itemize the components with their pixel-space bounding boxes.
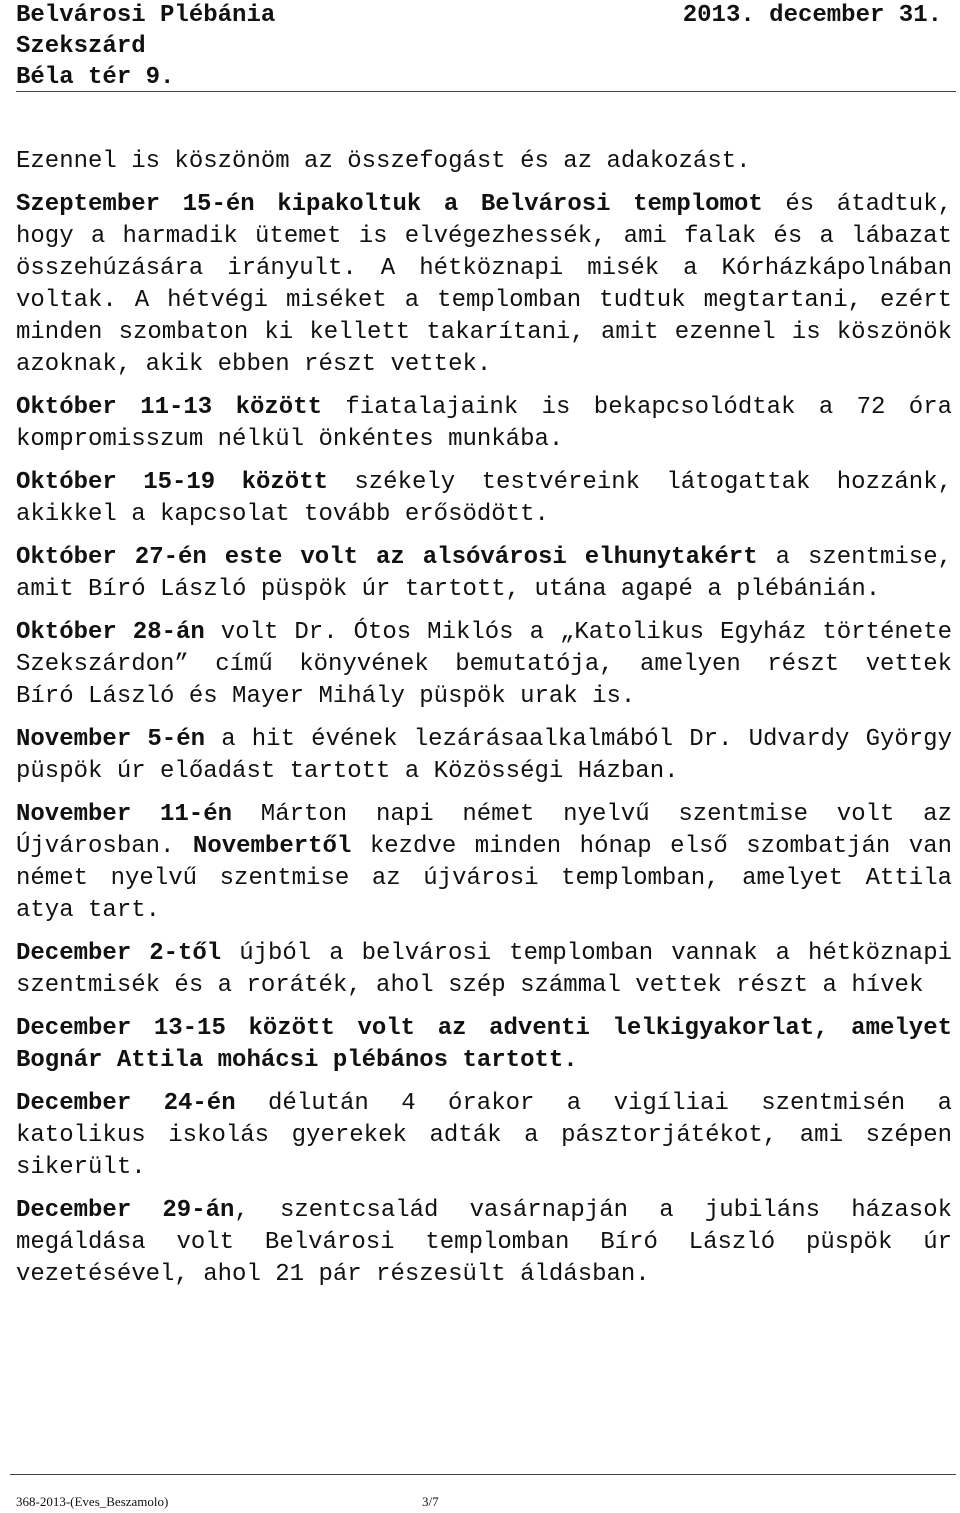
parish-address: Béla tér 9. <box>16 64 175 91</box>
paragraph-december-13: December 13-15 között volt az adventi lelkigyakorlat, amelyet Bognár Attila mohácsi plébános tartott. <box>16 1015 952 1074</box>
paragraph-december-2: December 2-től újból a belvárosi templomban vannak a hétköznapi szentmisék és a roráték, ahol szép számmal vettek részt a hívek <box>16 940 952 999</box>
parish-city: Szekszárd <box>16 33 146 60</box>
paragraph-thanks: Ezennel is köszönöm az összefogást és az adakozást. <box>16 148 751 175</box>
page-number: 3/7 <box>422 1494 439 1509</box>
paragraph-october-15: Október 15-19 között székely testvéreink látogattak hozzánk, akikkel a kapcsolat tovább erősödött. <box>16 469 952 528</box>
paragraph-november-5: November 5-én a hit évének lezárásaalkalmából Dr. Udvardy György püspök úr előadást tartott a Közösségi Házban. <box>16 726 952 785</box>
paragraph-october-27: Október 27-én este volt az alsóvárosi elhunytakért a szentmise, amit Bíró László püspök úr tartott, utána agapé a plébánián. <box>16 544 952 603</box>
paragraph-october-28: Október 28-án volt Dr. Ótos Miklós a „Katolikus Egyház története Szekszárdon” című könyvének bemutatója, amelyen részt vettek Bíró László és Mayer Mihály püspök urak is. <box>16 619 952 710</box>
parish-name: Belvárosi Plébánia <box>16 2 276 29</box>
paragraph-september: Szeptember 15-én kipakoltuk a Belvárosi templomot és átadtuk, hogy a harmadik ütemet is elvégezhessék, ami falak és a lábazat összehúzására irányult. A hétköznapi misék a Kórházkápolnában voltak. A hétvégi miséket a templomban tudtuk megtartani, ezért minden szombaton ki kellett takarítani, amit ezennel is köszönök azoknak, akik ebben részt vettek. <box>16 191 953 378</box>
letterhead <box>16 0 956 92</box>
footer-divider <box>10 1474 956 1475</box>
paragraph-november-11: November 11-én Márton napi német nyelvű szentmise volt az Újvárosban. Novembertől kezdve minden hónap első szombatján van német nyelvű szentmise az újvárosi templomban, amelyet Attila atya tart. <box>16 801 953 924</box>
report-body <box>16 146 952 1302</box>
document-code: 368-2013-(Eves_Beszamolo) <box>16 1494 169 1509</box>
document-date: 2013. december 31. <box>682 2 942 29</box>
header-divider <box>16 91 956 92</box>
paragraph-october-11: Október 11-13 között fiatalajaink is bekapcsolódtak a 72 óra kompromisszum nélkül önkéntes munkába. <box>16 394 953 453</box>
paragraph-december-24: December 24-én délután 4 órakor a vigíliai szentmisén a katolikus iskolás gyerekek adták a pásztorjátékot, ami szépen sikerült. <box>16 1090 952 1181</box>
paragraph-december-29: December 29-án, szentcsalád vasárnapján a jubiláns házasok megáldása volt Belvárosi templomban Bíró László püspök úr vezetésével, ahol 21 pár részesült áldásban. <box>16 1197 953 1288</box>
